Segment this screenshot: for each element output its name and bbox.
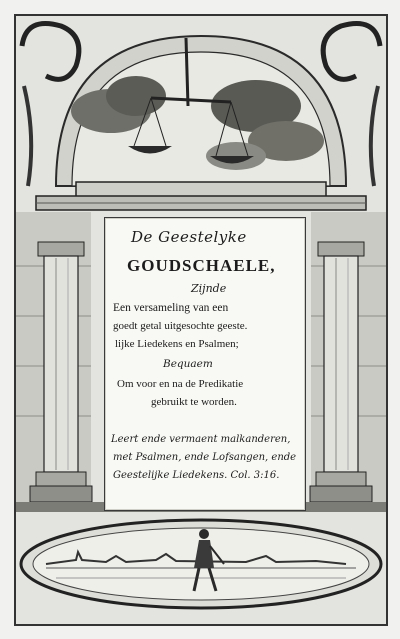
title-tablet bbox=[104, 217, 306, 511]
title-line-9: gebruikt te worden. bbox=[151, 396, 237, 408]
title-line-5: goedt getal uitgesochte geeste. bbox=[113, 320, 248, 332]
scripture-line-1: Leert ende vermaent malkanderen, bbox=[111, 434, 291, 445]
title-line-3: Zijnde bbox=[191, 282, 227, 295]
title-line-8: Om voor en na de Predikatie bbox=[117, 378, 244, 390]
title-line-4: Een versameling van een bbox=[113, 302, 229, 314]
scripture-line-2: met Psalmen, ende Lofsangen, ende bbox=[113, 452, 297, 463]
engraving-plate bbox=[14, 14, 388, 626]
scripture-line-3: Geestelijke Liedekens. Col. 3:16. bbox=[113, 470, 280, 481]
title-line-7: Bequaem bbox=[163, 358, 213, 370]
title-line-6: lijke Liedekens en Psalmen; bbox=[115, 338, 239, 350]
title-line-1: De Geestelyke bbox=[131, 228, 247, 246]
main-title: GOUDSCHAELE, bbox=[127, 256, 276, 275]
